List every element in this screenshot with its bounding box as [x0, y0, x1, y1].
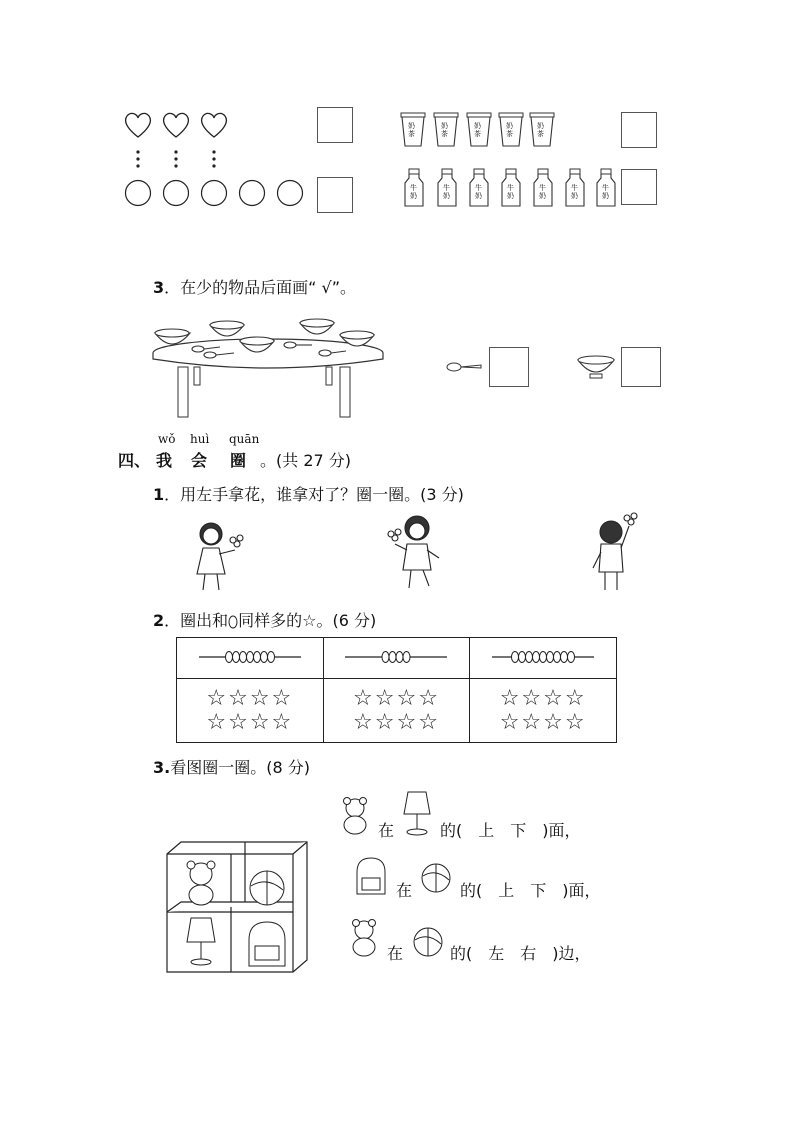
abacus-bead	[519, 651, 526, 662]
girl-holding-flower-3	[589, 512, 637, 594]
abacus-bead	[547, 651, 554, 662]
lamp-icon	[402, 790, 432, 836]
circle-icon	[276, 179, 304, 207]
abacus-bead	[561, 651, 568, 662]
question-3: 3．在少的物品后面画“ √”。	[153, 278, 357, 297]
basketball-icon	[420, 862, 452, 894]
circle-icon	[124, 179, 152, 207]
teddy-bear-icon	[346, 918, 382, 958]
s4-question-3: 3.看图圈一圈。(8 分)	[153, 758, 310, 777]
abacus-bead	[225, 651, 232, 662]
abacus-cell	[323, 638, 470, 679]
milk-bottle-icon: 牛 奶	[403, 168, 425, 208]
abacus-bead	[526, 651, 533, 662]
heart-icon	[123, 111, 153, 139]
abacus-bead	[568, 651, 575, 662]
abacus-bead	[554, 651, 561, 662]
s4-question-2: 2．圈出和 同样多的☆。(6 分)	[153, 611, 377, 630]
basketball-icon	[412, 926, 444, 958]
abacus-bead	[267, 651, 274, 662]
milk-tea-cup-icon: 奶 茶	[400, 112, 426, 148]
abacus-bead	[403, 651, 410, 662]
milk-tea-cup-icon: 奶 茶	[498, 112, 524, 148]
teddy-bear-icon	[337, 796, 373, 836]
answer-box-bowl[interactable]	[621, 347, 661, 387]
spoon-icon	[446, 360, 482, 374]
abacus-bead	[232, 651, 239, 662]
milk-bottle-icon: 牛 奶	[468, 168, 490, 208]
table-with-bowls-illustration	[150, 315, 386, 419]
heart-icon	[161, 111, 191, 139]
girl-holding-flower-2	[387, 514, 445, 592]
abacus-cell	[470, 638, 617, 679]
circle-icon	[228, 615, 238, 629]
abacus-star-table	[176, 637, 617, 743]
answer-box-bottles[interactable]	[621, 169, 657, 205]
milk-tea-cup-icon: 奶 茶	[529, 112, 555, 148]
answer-box-hearts[interactable]	[317, 107, 353, 143]
circle-icon	[238, 179, 266, 207]
abacus-bead	[382, 651, 389, 662]
milk-bottle-icon: 牛 奶	[436, 168, 458, 208]
s4-question-1: 1．用左手拿花，谁拿对了？圈一圈。(3 分)	[153, 485, 464, 504]
circle-icon	[162, 179, 190, 207]
abacus-bead	[246, 651, 253, 662]
answer-box-circles[interactable]	[317, 177, 353, 213]
backpack-icon	[353, 854, 389, 896]
shelf-illustration	[165, 840, 309, 974]
milk-bottle-icon: 牛 奶	[500, 168, 522, 208]
milk-bottle-icon: 牛 奶	[595, 168, 617, 208]
star-group[interactable]: ☆☆☆☆ ☆☆☆☆	[470, 679, 617, 743]
heart-icon	[199, 111, 229, 139]
abacus-bead	[533, 651, 540, 662]
milk-bottle-icon: 牛 奶	[564, 168, 586, 208]
star-group[interactable]: ☆☆☆☆ ☆☆☆☆	[177, 679, 324, 743]
circle-icon	[200, 179, 228, 207]
answer-box-cups[interactable]	[621, 112, 657, 148]
milk-tea-cup-icon: 奶 茶	[466, 112, 492, 148]
bowl-icon	[576, 354, 616, 380]
abacus-bead	[396, 651, 403, 662]
milk-bottle-icon: 牛 奶	[532, 168, 554, 208]
abacus-bead	[260, 651, 267, 662]
answer-box-spoon[interactable]	[489, 347, 529, 387]
girl-holding-flower-1	[193, 520, 249, 594]
star-group[interactable]: ☆☆☆☆ ☆☆☆☆	[323, 679, 470, 743]
abacus-bead	[540, 651, 547, 662]
abacus-bead	[253, 651, 260, 662]
abacus-bead	[512, 651, 519, 662]
abacus-bead	[239, 651, 246, 662]
abacus-cell	[177, 638, 324, 679]
milk-tea-cup-icon: 奶 茶	[433, 112, 459, 148]
abacus-bead	[389, 651, 396, 662]
